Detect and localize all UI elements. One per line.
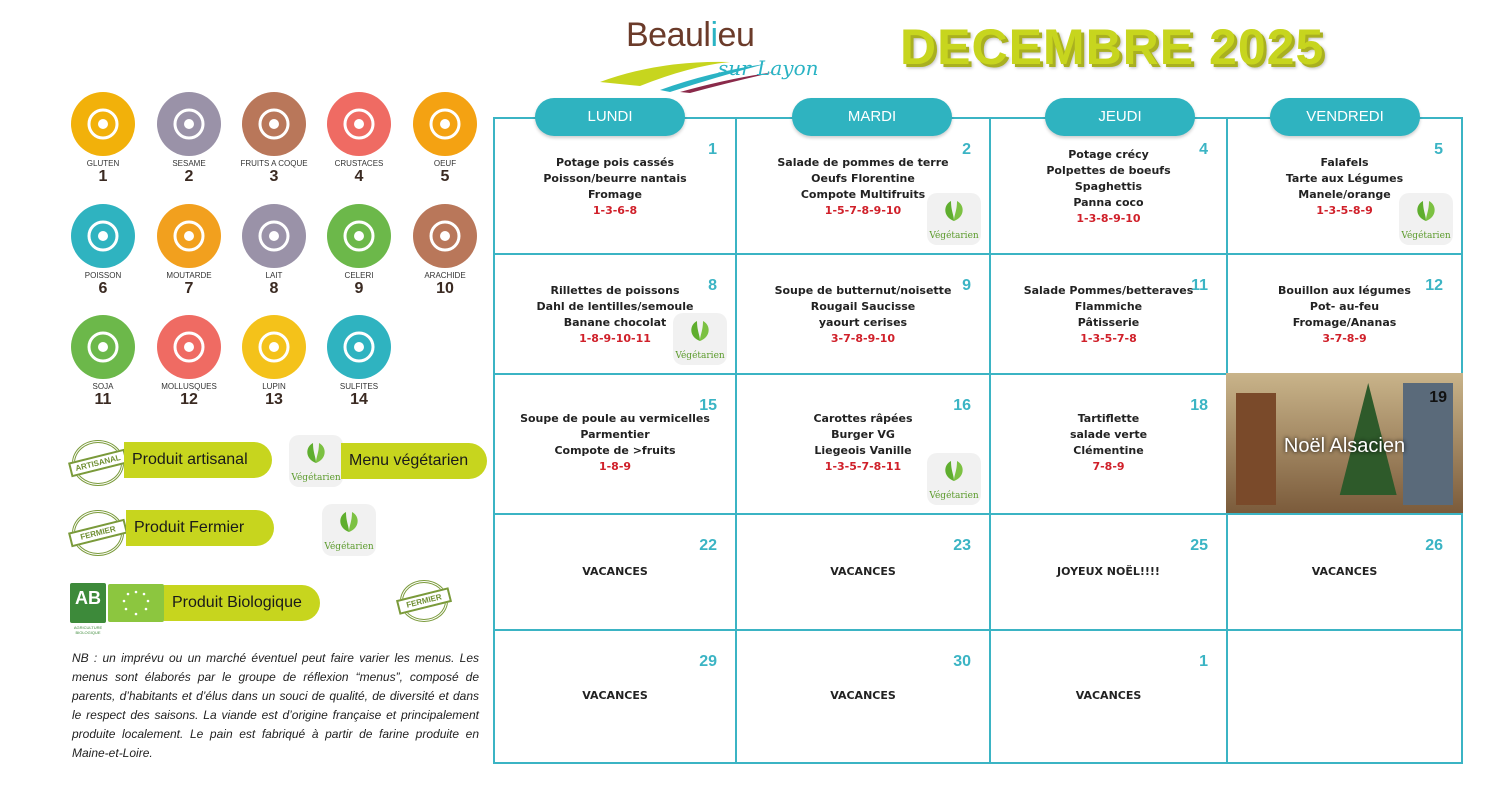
calendar-day-cell [1226,253,1463,375]
allergen-item [148,204,230,298]
logo-subtitle: sur Layon [718,56,819,80]
shell-icon [157,315,221,379]
calendar-day-cell [735,513,991,631]
logo-name: Beaulieu [626,16,755,54]
menu-line: Manele/orange [1298,188,1391,201]
legend-artisanal: Produit artisanal [124,442,272,478]
menu-items [1228,283,1461,347]
allergen-number: 2 [184,168,194,185]
menu-line: Tarte aux Légumes [1285,172,1404,185]
day-number: 22 [699,537,717,554]
calendar-day-cell [989,629,1228,764]
menu-line: Burger VG [831,428,895,441]
calendar-day-cell [493,373,737,515]
menu-line: Salade Pommes/betteraves [1023,284,1194,297]
wheat-icon [71,92,135,156]
menu-items [991,147,1226,227]
allergen-item [233,92,315,186]
menu-items [737,283,989,347]
day-status: VACANCES [1311,565,1378,578]
allergen-codes: 3-7-8-9-10 [830,332,896,345]
allergen-name: SULFITES [339,382,379,391]
calendar-day-cell [735,117,991,255]
calendar-day-cell [989,253,1228,375]
allergen-number: 6 [98,280,108,297]
allergen-name: SOJA [92,382,114,391]
menu-line: Potage pois cassés [555,156,675,169]
menu-line: Flammiche [1074,300,1143,313]
vegetarian-badge-label: Végétarien [929,231,979,241]
menu-line: Polpettes de boeufs [1046,164,1171,177]
allergen-item [62,315,144,409]
menu-line: Clémentine [1073,444,1144,457]
day-number: 1 [1199,653,1208,670]
allergen-number: 12 [180,391,198,408]
allergen-name: CELERI [344,271,374,280]
event-title: Noël Alsacien [1283,435,1406,457]
vegetarian-badge-label: Végétarien [929,491,979,501]
legend-vegetarien: Menu végétarien [341,443,487,479]
allergen-codes: 1-8-9-10-11 [579,332,651,345]
day-number: 23 [953,537,971,554]
day-number: 9 [962,277,971,294]
allergen-codes: 1-8-9 [598,460,632,473]
beaulieu-logo [600,12,840,87]
allergen-name: LUPIN [262,382,286,391]
menu-line: Soupe de butternut/noisette [774,284,952,297]
allergen-number: 13 [265,391,283,408]
allergen-name: ARACHIDE [424,271,466,280]
allergen-number: 1 [98,168,108,185]
allergen-item [62,92,144,186]
ab-logo-icon: AB AGRICULTURE BIOLOGIQUE [70,583,106,623]
day-number: 16 [953,397,971,414]
menu-line: Fromage/Ananas [1292,316,1397,329]
weekday-header: MARDI [792,98,952,136]
menu-line: Spaghettis [1074,180,1143,193]
vegetarian-badge-icon [1399,193,1453,245]
milk-icon [242,204,306,268]
allergen-number: 5 [440,168,450,185]
allergen-item [318,204,400,298]
allergen-codes: 1-3-5-8-9 [1316,204,1373,217]
allergen-codes: 1-3-8-9-10 [1076,212,1141,225]
weekday-header: JEUDI [1045,98,1195,136]
allergen-name: SESAME [172,159,206,168]
menu-line: Parmentier [580,428,650,441]
calendar-day-cell [989,117,1228,255]
calendar-day-cell [1226,117,1463,255]
eu-organic-leaf-icon [108,584,164,622]
vegetarian-badge-icon: Végétarien [289,435,343,487]
calendar-day-cell [1226,513,1463,631]
calendar-day-cell [493,629,737,764]
allergen-number: 11 [94,391,112,408]
allergen-item [148,315,230,409]
menu-line: Dahl de lentilles/semoule [536,300,694,313]
menu-line: Pâtisserie [1077,316,1140,329]
day-number: 5 [1434,141,1443,158]
day-number: 8 [708,277,717,294]
event-image [1226,373,1463,515]
allergen-codes: 1-3-6-8 [592,204,638,217]
allergen-name: GLUTEN [86,159,120,168]
day-status: VACANCES [582,565,648,578]
menu-line: Panna coco [1073,196,1144,209]
day-number: 19 [1429,389,1447,406]
menu-items [991,411,1226,475]
allergen-item [62,204,144,298]
day-number: 15 [699,397,717,414]
menu-line: salade verte [1069,428,1148,441]
day-status: JOYEUX NOËL!!!! [1057,565,1160,578]
allergen-item [404,204,486,298]
menu-line: Banane chocolat [563,316,667,329]
vegetarian-badge-icon [927,193,981,245]
legend-fermier: Produit Fermier [126,510,274,546]
sesame-seeds-icon [157,92,221,156]
sulfites-icon [327,315,391,379]
menu-line: Bouillon aux légumes [1278,284,1411,297]
allergen-number: 8 [269,280,279,297]
allergen-number: 14 [350,391,368,408]
soy-icon [71,315,135,379]
day-number: 4 [1199,141,1208,158]
menu-line: Falafels [1320,156,1369,169]
day-number: 12 [1425,277,1443,294]
calendar-day-cell [735,629,991,764]
menu-line: Poisson/beurre nantais [543,172,687,185]
day-number: 11 [1191,277,1208,294]
day-status: VACANCES [830,689,896,702]
vegetarian-badge-icon [673,313,727,365]
page-title: DECEMBRE 2025 [900,19,1325,75]
allergen-item [318,315,400,409]
allergen-item [404,92,486,186]
weekday-header: LUNDI [535,98,685,136]
calendar-day-cell [735,253,991,375]
artisanal-stamp-icon: ARTISANAL [72,440,124,486]
allergen-name: MOLLUSQUES [161,382,217,391]
legend-bio: Produit Biologique [164,585,320,621]
menu-line: yaourt cerises [818,316,908,329]
vegetarian-badge-icon: Végétarien [322,504,376,556]
allergen-item [148,92,230,186]
allergen-number: 9 [354,280,364,297]
menu-line: Carottes râpées [813,412,913,425]
allergen-codes: 7-8-9 [1092,460,1125,473]
calendar-day-cell [493,117,737,255]
day-number: 2 [962,141,971,158]
allergen-number: 4 [354,168,364,185]
allergen-name: FRUITS A COQUE [240,159,308,168]
day-number: 26 [1425,537,1443,554]
allergen-item [318,92,400,186]
walnut-icon [242,92,306,156]
menu-line: Salade de pommes de terre [777,156,949,169]
allergen-number: 7 [184,280,194,297]
weekday-header: VENDREDI [1270,98,1420,136]
mustard-icon [157,204,221,268]
allergen-name: MOUTARDE [166,271,212,280]
allergen-codes: 1-3-5-7-8 [1080,332,1137,345]
menu-line: Rillettes de poissons [550,284,680,297]
menu-line: Rougail Saucisse [810,300,916,313]
allergen-name: OEUF [433,159,457,168]
menu-line: Tartiflette [1077,412,1140,425]
calendar-day-cell [989,373,1228,515]
allergen-name: CRUSTACES [334,159,384,168]
allergen-name: POISSON [84,271,122,280]
fermier-stamp-icon: FERMIER [72,510,124,556]
menu-line: Fromage [587,188,642,201]
allergen-item [233,315,315,409]
fish-icon [71,204,135,268]
day-status: VACANCES [1075,689,1142,702]
fermier-stamp-icon: FERMIER [400,580,448,622]
egg-icon [413,92,477,156]
day-number: 1 [708,141,717,158]
menu-items [495,155,735,219]
footnote: NB : un imprévu ou un marché éventuel peut faire varier les menus. Les menus sont élaborés par le groupe de réflexion “menus”, composé de parents, d’habitants et d’élus dans un souci de qualité, de diversité et dans le respect des saisons. La viande est d’origine française et principalement produite localement. Le pain est fabriqué à partir de farine produite en Maine-et-Loire. [72,651,479,760]
menu-line: Compote Multifruits [800,188,926,201]
menu-items [495,411,735,475]
menu-line: Soupe de poule au vermicelles [520,412,710,425]
day-number: 18 [1190,397,1208,414]
menu-items [991,283,1226,347]
lupin-icon [242,315,306,379]
allergen-codes: 1-5-7-8-9-10 [824,204,902,217]
allergen-codes: 1-3-5-7-8-11 [824,460,902,473]
menu-line: Oeufs Florentine [811,172,915,185]
vegetarian-badge-label: Végétarien [675,351,725,361]
celery-icon [327,204,391,268]
menu-line: Liegeois Vanille [814,444,912,457]
allergen-name: LAIT [265,271,283,280]
allergen-number: 3 [269,168,279,185]
calendar-day-cell [1226,629,1463,764]
vegetarian-badge-label: Végétarien [1401,231,1451,241]
menu-line: Potage crécy [1068,148,1149,161]
crab-icon [327,92,391,156]
calendar-day-cell [493,513,737,631]
peanut-icon [413,204,477,268]
calendar-day-cell [735,373,991,515]
day-number: 29 [699,653,717,670]
day-status: VACANCES [582,689,648,702]
menu-line: Pot- au-feu [1309,300,1380,313]
allergen-number: 10 [436,280,454,297]
day-number: 25 [1190,537,1208,554]
calendar-day-cell [989,513,1228,631]
day-status: VACANCES [830,565,896,578]
day-number: 30 [953,653,971,670]
calendar-day-cell [493,253,737,375]
menu-line: Compote de >fruits [554,444,676,457]
allergen-item [233,204,315,298]
vegetarian-badge-icon [927,453,981,505]
allergen-codes: 3-7-8-9 [1322,332,1367,345]
